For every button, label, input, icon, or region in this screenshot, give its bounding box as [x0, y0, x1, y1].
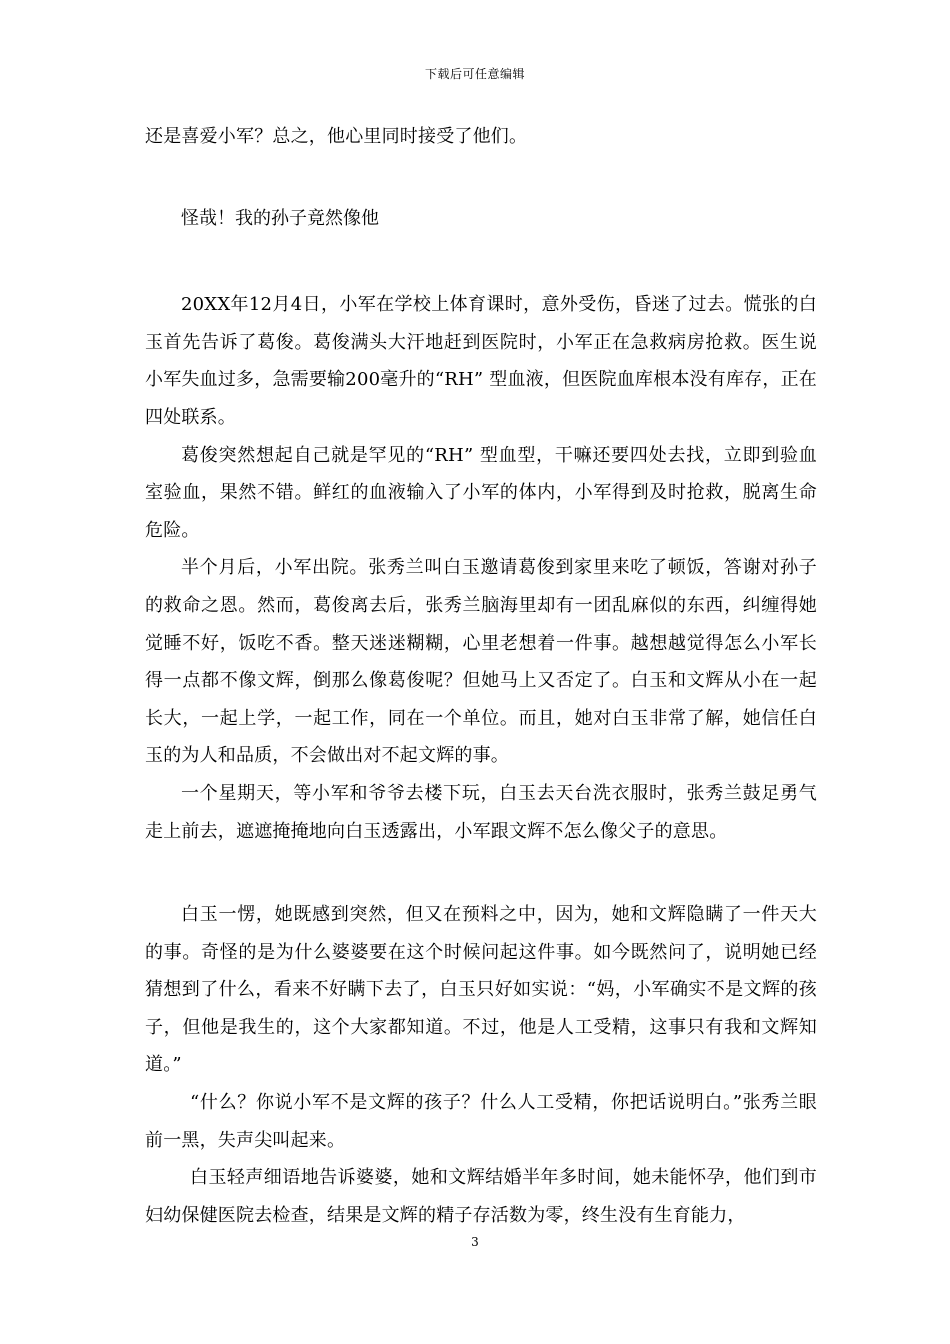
paragraph-4: 一个星期天，等小军和爷爷去楼下玩，白玉去天台洗衣服时，张秀兰鼓足勇气走上前去，遮遮掩掩地向白玉透露出，小军跟文辉不怎么像父子的意思。 [145, 782, 817, 842]
page-header: 下载后可任意编辑 [424, 67, 525, 81]
page-number: 3 [471, 1235, 479, 1249]
paragraph-6: “什么？你说小军不是文辉的孩子？什么人工受精，你把话说明白。”张秀兰眼前一黑，失声尖叫起来。 [145, 1092, 817, 1151]
paragraph-continuation: 还是喜爱小军？总之，他心里同时接受了他们。 [145, 126, 528, 147]
paragraph-2: 葛俊突然想起自己就是罕见的“RH” 型血型，干嘛还要四处去找，立即到验血室验血，果然不错。鲜红的血液输入了小军的体内，小军得到及时抢救，脱离生命危险。 [145, 444, 817, 541]
paragraph-5: 白玉一愣，她既感到突然，但又在预料之中，因为，她和文辉隐瞒了一件天大的事。奇怪的是为什么婆婆要在这个时候问起这件事。如今既然问了，说明她已经猜想到了什么，看来不好瞒下去了，白玉只好如实说：“妈，小军确实不是文辉的孩子，但他是我生的，这个大家都知道。不过，他是人工受精，这事只有我和文辉知道。” [145, 904, 817, 1076]
paragraph-7: 白玉轻声细语地告诉婆婆，她和文辉结婚半年多时间，她未能怀孕，他们到市妇幼保健医院去检查，结果是文辉的精子存活数为零，终生没有生育能力， [145, 1167, 817, 1226]
paragraph-3: 半个月后，小军出院。张秀兰叫白玉邀请葛俊到家里来吃了顿饭，答谢对孙子的救命之恩。然而，葛俊离去后，张秀兰脑海里却有一团乱麻似的东西，纠缠得她觉睡不好，饭吃不香。整天迷迷糊糊，心里老想着一件事。越想越觉得怎么小军长得一点都不像文辉，倒那么像葛俊呢？但她马上又否定了。白玉和文辉从小在一起长大，一起上学，一起工作，同在一个单位。而且，她对白玉非常了解，她信任白玉的为人和品质，不会做出对不起文辉的事。 [145, 557, 817, 767]
document-body [145, 118, 817, 1234]
paragraph-1: 20XX年12月4日，小军在学校上体育课时，意外受伤，昏迷了过去。慌张的白玉首先告诉了葛俊。葛俊满头大汗地赶到医院时，小军正在急救病房抢救。医生说小军失血过多，急需要输200毫升的“RH” 型血液，但医院血库根本没有库存，正在四处联系。 [145, 294, 817, 428]
section-title: 怪哉！我的孙子竟然像他 [181, 207, 379, 229]
